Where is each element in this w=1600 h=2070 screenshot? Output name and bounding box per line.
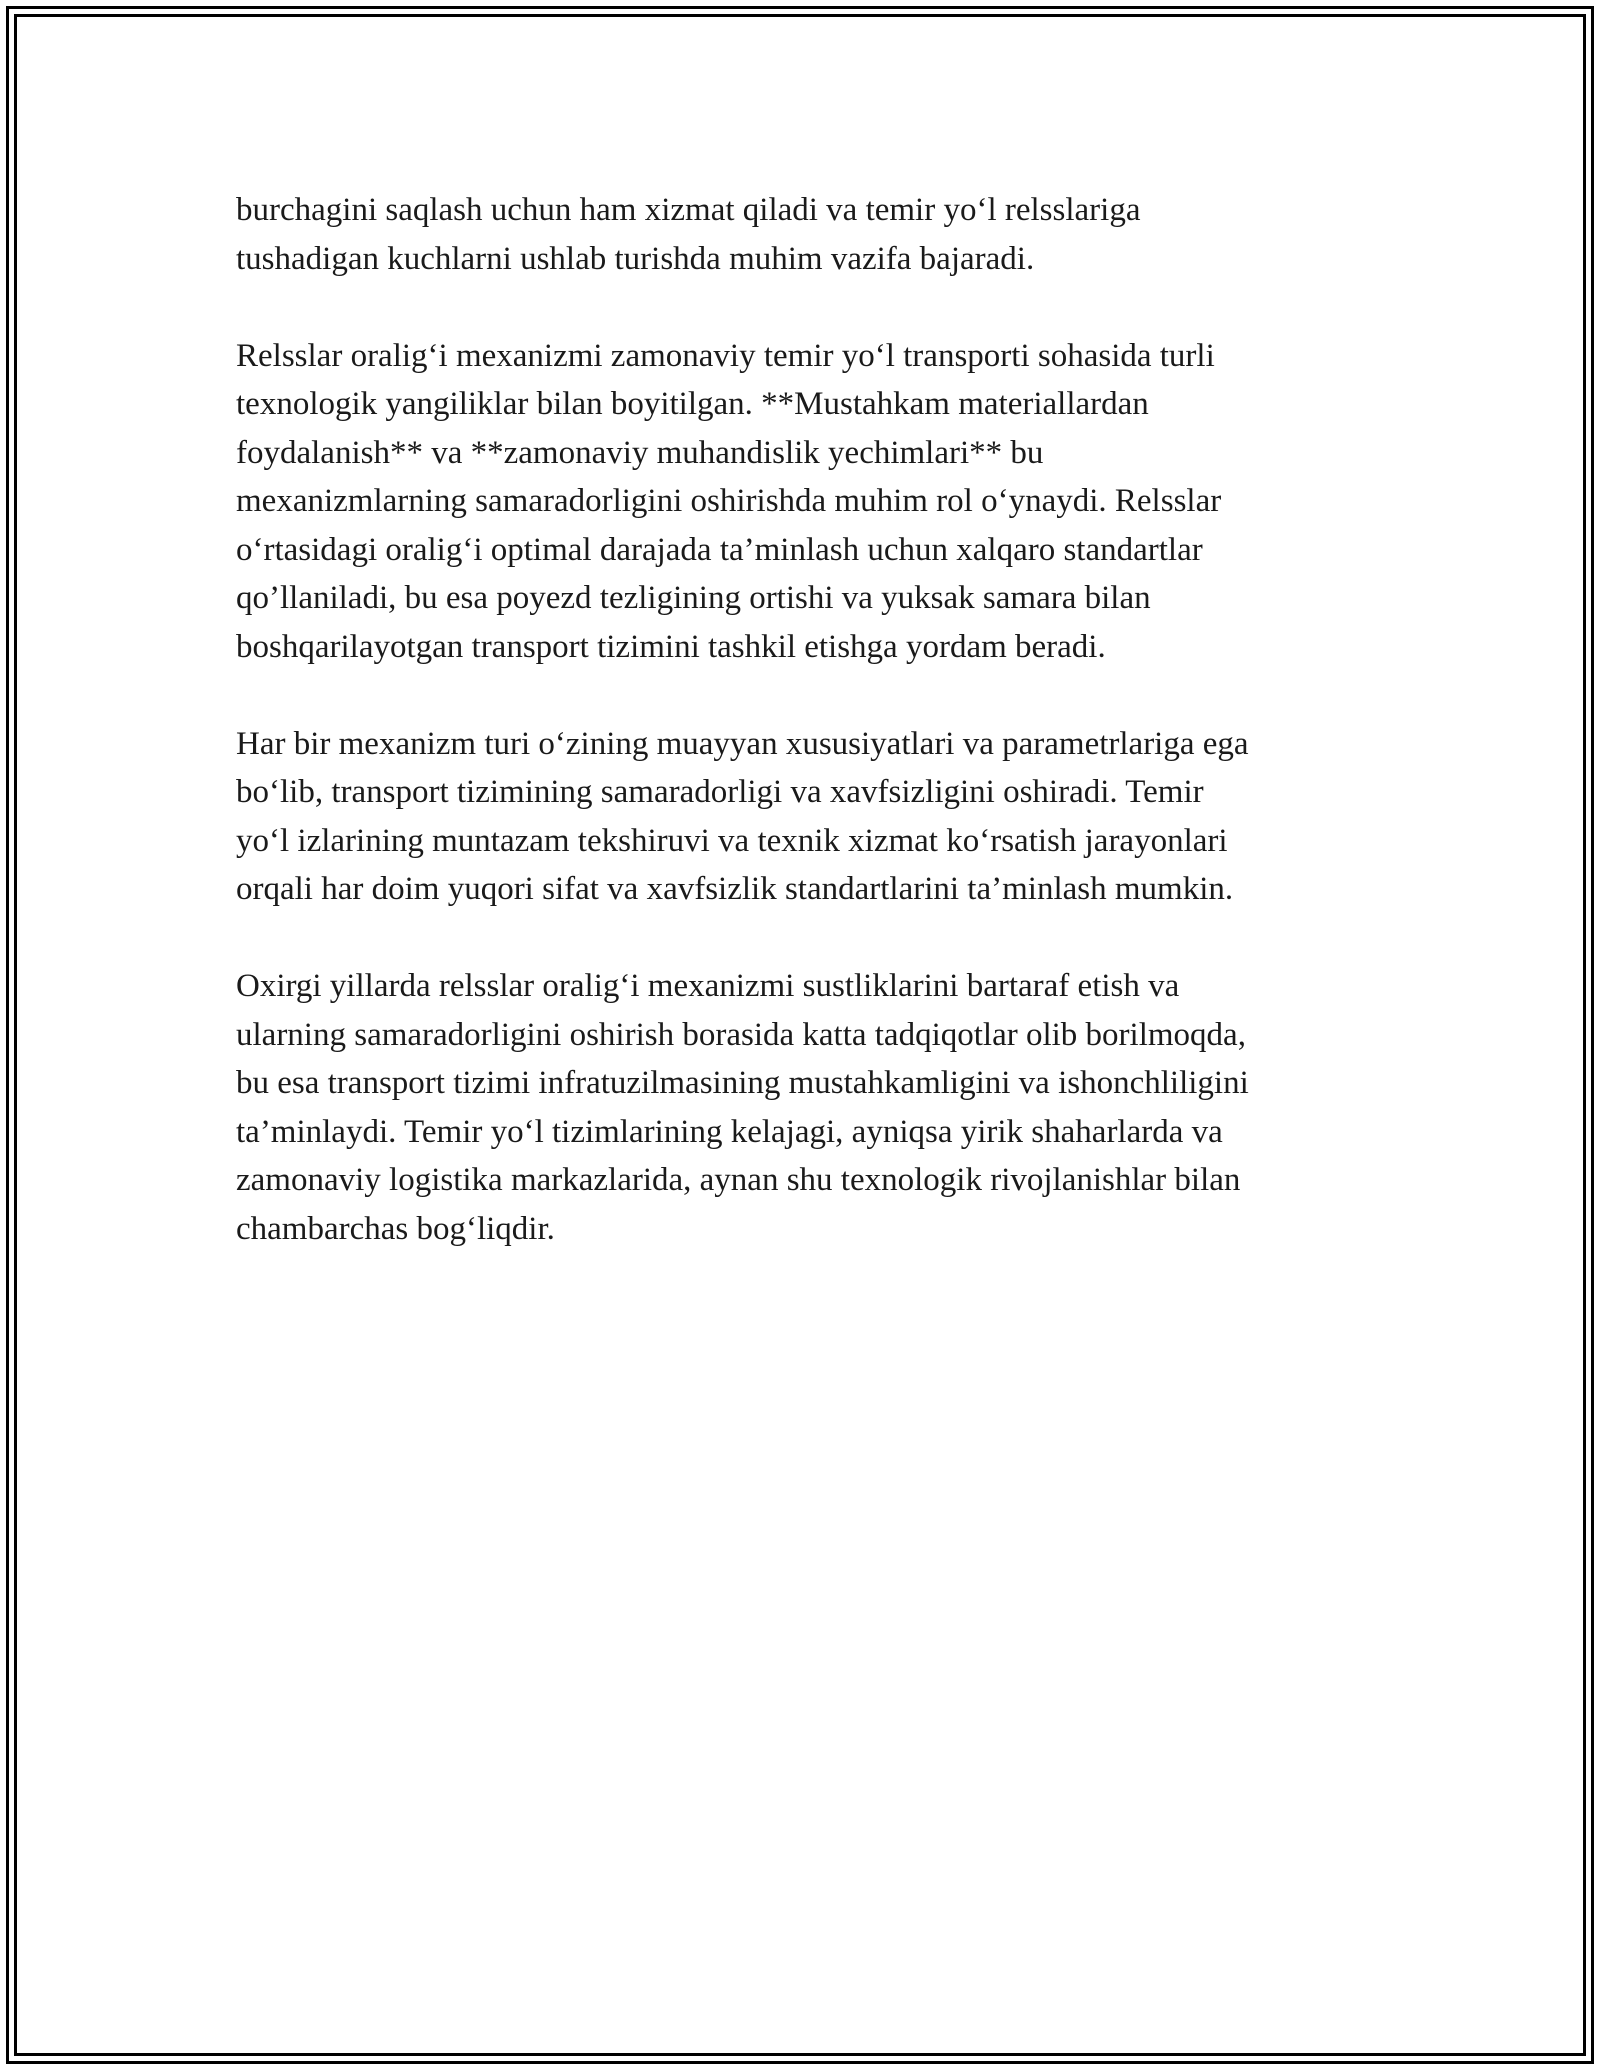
paragraph-4: Oxirgi yillarda relsslar oralig‘i mexanizmi sustliklarini bartaraf etish va ularning samaradorligini oshirish borasida katta tadqiqotlar olib borilmoqda, bu esa transport tizimi infratuzilmasining mustahkamligini va ishonchliligini ta’minlaydi. Temir yo‘l tizimlarining kelajagi, ayniqsa yirik shaharlarda va zamonaviy logistika markazlarida, aynan shu texnologik rivojlanishlar bilan chambarchas bog‘liqdir.: [236, 968, 1249, 1247]
paragraph-1: burchagini saqlash uchun ham xizmat qiladi va temir yo‘l relsslariga tushadigan kuchlarni ushlab turishda muhim vazifa bajaradi.: [236, 192, 1141, 277]
paragraph-2: Relsslar oralig‘i mexanizmi zamonaviy temir yo‘l transporti sohasida turli texnologik yangiliklar bilan boyitilgan. **Mustahkam materiallardan foydalanish** va **zamonaviy muhandislik yechimlari** bu mexanizmlarning samaradorligini oshirishda muhim rol o‘ynaydi. Relsslar o‘rtasidagi oralig‘i optimal darajada ta’minlash uchun xalqaro standartlar qo’llaniladi, bu esa poyezd tezligining ortishi va yuksak samara bilan boshqarilayotgan transport tizimini tashkil etishga yordam beradi.: [236, 337, 1222, 665]
document-body: [236, 186, 1376, 1302]
paragraph-3: Har bir mexanizm turi o‘zining muayyan xususiyatlari va parametrlariga ega bo‘lib, transport tizimining samaradorligi va xavfsizligini oshiradi. Temir yo‘l izlarining muntazam tekshiruvi va texnik xizmat ko‘rsatish jarayonlari orqali har doim yuqori sifat va xavfsizlik standartlarini ta’minlash mumkin.: [236, 725, 1249, 907]
